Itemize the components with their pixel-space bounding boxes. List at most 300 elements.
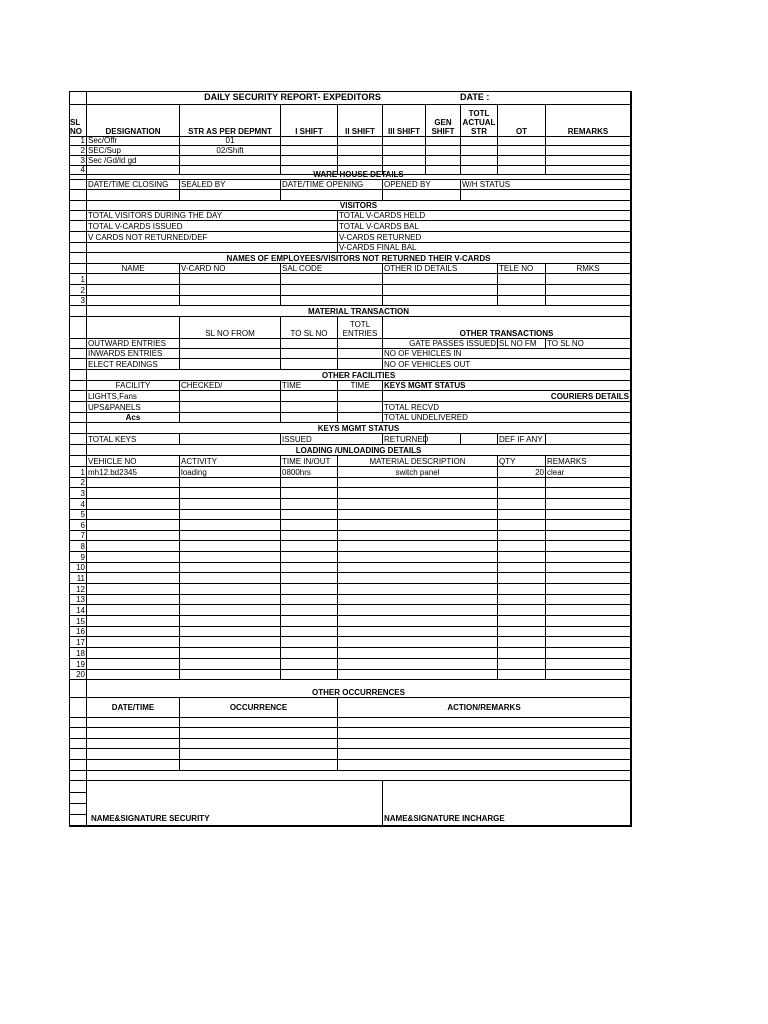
cell [338,349,383,359]
ld-remarks: clear [546,467,631,478]
cell [180,349,281,359]
ld-vehicle [87,499,180,510]
visitors-right-label: V-CARDS RETURNED [338,232,631,243]
mt-other-transactions: OTHER TRANSACTIONS [383,317,631,339]
cell [426,434,461,445]
sl-cell [69,402,87,413]
ld-qty [498,510,546,520]
sl-cell [69,391,87,402]
cell [338,728,631,739]
cell [461,166,498,175]
keys-heading: KEYS MGMT STATUS [87,423,631,434]
remarks-header: REMARKS [546,105,631,137]
cell [383,274,498,285]
ld-material [338,637,498,648]
cell [281,156,338,166]
cell [383,146,426,156]
cell [87,728,180,739]
ld-vehicle [87,573,180,584]
cell [546,274,631,285]
sl-cell [69,456,87,467]
ld-material [338,520,498,531]
cell [180,728,338,739]
cell [546,146,631,156]
not-returned-heading: NAMES OF EMPLOYEES/VISITORS NOT RETURNED THEIR V-CARDS [87,253,631,264]
date-label: DATE : [459,91,559,105]
ld-remarks [546,648,631,659]
cell [338,739,631,749]
visitors-left-label: TOTAL VISITORS DURING THE DAY [87,211,338,221]
sl-cell [69,232,87,243]
ld-row-number: 1 [69,467,87,478]
ld-remarks [546,563,631,573]
staff-str [180,156,281,166]
cell [87,274,180,285]
staff-designation: SEC/Sup [87,146,180,156]
ld-remarks [546,499,631,510]
loading-heading: LOADING /UNLOADING DETAILS [87,445,631,456]
staff-row-number: 4 [69,166,87,175]
fac-ups: UPS&PANELS [87,402,180,413]
ld-remarks [546,595,631,605]
ii-shift-header: II SHIFT [338,105,383,137]
ld-vehicle [87,563,180,573]
ld-row-number: 13 [69,595,87,605]
cell [498,137,546,146]
sl-cell [69,349,87,359]
ld-vehicle [87,552,180,563]
cell [338,760,631,771]
ld-material [338,541,498,552]
ld-row-number: 20 [69,670,87,680]
wh-opened-by: OPENED BY [383,180,461,190]
cell [338,749,631,760]
cell [546,296,631,306]
ld-material [338,510,498,520]
col-tele: TELE NO [498,264,546,274]
ld-time [281,552,338,563]
ld-remarks [546,584,631,595]
cell [87,190,180,201]
ld-material [338,499,498,510]
sl-cell [69,771,87,781]
sl-cell [69,739,87,749]
cell [281,190,383,201]
ld-time [281,488,338,499]
ld-remarks [546,627,631,637]
ld-vehicle [87,605,180,616]
designation-header: DESIGNATION [87,105,180,137]
sl-cell [69,749,87,760]
cell [281,359,338,370]
col-name: NAME [87,264,180,274]
material-heading: MATERIAL TRANSACTION [87,306,631,317]
cell [180,339,281,349]
sl-cell [69,306,87,317]
cell [87,296,180,306]
cell [338,391,383,402]
sl-cell [69,221,87,232]
ld-qty [498,541,546,552]
cell [383,156,426,166]
ld-row-number: 4 [69,499,87,510]
ld-time [281,520,338,531]
ld-material [338,478,498,488]
cell [180,391,281,402]
sl-cell [69,317,87,339]
mt-totl-entries: TOTL ENTRIES [338,317,383,339]
keys-total: TOTAL KEYS [87,434,180,445]
ld-vehicle [87,531,180,541]
cell [281,349,338,359]
ld-qty [498,531,546,541]
report-title: DAILY SECURITY REPORT- EXPEDITORS [87,91,498,105]
ld-vehicle [87,510,180,520]
facilities-heading: OTHER FACILITIES [87,370,631,381]
cell [498,166,546,175]
fac-total-recvd: TOTAL RECVD [383,402,631,413]
ld-row-number: 10 [69,563,87,573]
ld-material [338,531,498,541]
visitors-left-label: V CARDS NOT RETURNED/DEF [87,232,338,243]
cell [383,190,461,201]
ld-time [281,478,338,488]
cell [281,402,338,413]
cell [180,402,281,413]
ld-qty [498,573,546,584]
i-shift-header: I SHIFT [281,105,338,137]
ld-vehicle [87,659,180,670]
cell [498,274,546,285]
cell [338,413,383,423]
ld-remarks [546,541,631,552]
ld-vehicle [87,627,180,637]
ld-vehicle [87,648,180,659]
ld-activity [180,573,281,584]
ld-qty [498,648,546,659]
totl-actual-header: TOTL ACTUAL STR [461,105,498,137]
cell [180,359,281,370]
cell [338,718,631,728]
ld-activity: loading [180,467,281,478]
cell [426,146,461,156]
ld-vehicle [87,670,180,680]
ld-activity [180,552,281,563]
staff-row-number: 1 [69,137,87,146]
occurrences-heading: OTHER OCCURRENCES [87,680,631,698]
sl-cell [69,434,87,445]
occ-occurrence: OCCURRENCE [180,698,338,718]
ld-qty [498,605,546,616]
ld-qty [498,616,546,627]
staff-row-number: 3 [69,156,87,166]
mt-vehicles-in: NO OF VEHICLES IN [383,349,631,359]
ld-time [281,573,338,584]
ld-qty [498,520,546,531]
sl-cell [69,815,87,826]
cell [338,137,383,146]
ld-row-number: 5 [69,510,87,520]
cell [87,285,180,296]
warehouse-heading: WARE HOUSE DETAILS [87,175,631,180]
mt-left-label: ELECT READINGS [87,359,180,370]
ld-activity [180,595,281,605]
ld-row-number: 6 [69,520,87,531]
ld-material [338,627,498,637]
staff-designation: Sec/Offr [87,137,180,146]
fac-acs: Acs [87,413,180,423]
sl-cell [69,190,87,201]
col-sal-code: SAL CODE [281,264,383,274]
keys-issued: ISSUED [281,434,383,445]
cell [180,413,281,423]
ld-material [338,670,498,680]
fac-time-2: TIME [338,381,383,391]
staff-designation [87,166,180,175]
fac-checked: CHECKED/ [180,381,281,391]
wh-sealed-by: SEALED BY [180,180,281,190]
ld-remarks [546,520,631,531]
ld-activity [180,563,281,573]
ld-time: 0800hrs [281,467,338,478]
ld-time [281,563,338,573]
ld-remarks [546,637,631,648]
ld-remarks [546,510,631,520]
visitors-left-label [87,243,338,253]
cell [87,718,180,728]
cell [461,156,498,166]
cell [180,739,338,749]
cell [498,156,546,166]
ld-activity [180,510,281,520]
ld-activity [180,616,281,627]
mt-left-label: OUTWARD ENTRIES [87,339,180,349]
staff-designation: Sec /Gd/ld gd [87,156,180,166]
ld-qty [498,595,546,605]
visitor-row-number: 3 [69,296,87,306]
staff-str: 01 [180,137,281,146]
ld-activity [180,648,281,659]
cell [383,137,426,146]
cell [546,285,631,296]
cell [461,137,498,146]
cell [338,146,383,156]
ld-qty [498,670,546,680]
fac-facility: FACILITY [87,381,180,391]
ld-qty [498,499,546,510]
ld-col-time: TIME IN/OUT [281,456,338,467]
ld-row-number: 12 [69,584,87,595]
ld-time [281,627,338,637]
ld-time [281,648,338,659]
ld-remarks [546,488,631,499]
ld-time [281,541,338,552]
ld-remarks [546,552,631,563]
cell [180,749,338,760]
ld-time [281,531,338,541]
sl-cell [69,728,87,739]
cell [281,146,338,156]
iii-shift-header: III SHIFT [383,105,426,137]
ld-vehicle [87,478,180,488]
sl-cell [69,423,87,434]
mt-vehicles-out: NO OF VEHICLES OUT [383,359,631,370]
ld-activity [180,541,281,552]
cell [180,285,281,296]
sl-cell [69,339,87,349]
cell [87,739,180,749]
cell [87,771,631,781]
signature-incharge: NAME&SIGNATURE INCHARGE [383,781,631,826]
signature-security: NAME&SIGNATURE SECURITY [87,781,383,826]
ld-remarks [546,616,631,627]
ld-qty [498,637,546,648]
cell [338,339,383,349]
cell [180,296,281,306]
ld-remarks [546,531,631,541]
ld-qty [498,552,546,563]
ld-time [281,637,338,648]
sl-cell [69,781,87,793]
sl-cell [69,264,87,274]
ld-row-number: 11 [69,573,87,584]
sl-cell [69,243,87,253]
wh-status: W/H STATUS [461,180,631,190]
ld-remarks [546,478,631,488]
visitor-row-number: 1 [69,274,87,285]
ld-remarks [546,659,631,670]
ld-row-number: 15 [69,616,87,627]
cell [281,391,338,402]
ld-vehicle [87,520,180,531]
cell [87,317,180,339]
ld-activity [180,520,281,531]
ld-material: switch panel [338,467,498,478]
ld-col-activity: ACTIVITY [180,456,281,467]
sl-cell [69,804,87,815]
ld-material [338,616,498,627]
ld-material [338,563,498,573]
sl-cell [69,718,87,728]
ld-activity [180,605,281,616]
cell [426,137,461,146]
ld-activity [180,670,281,680]
cell [498,146,546,156]
ld-col-vehicle: VEHICLE NO [87,456,180,467]
cell [338,156,383,166]
ld-vehicle [87,595,180,605]
mt-to-sl-no: TO SL NO [546,339,631,349]
ld-qty [498,563,546,573]
cell [498,285,546,296]
ld-row-number: 18 [69,648,87,659]
fac-lights: LIGHTS,Fans [87,391,180,402]
ld-time [281,605,338,616]
sl-cell [69,760,87,771]
ld-time [281,616,338,627]
ld-remarks [546,605,631,616]
cell [546,434,631,445]
fac-couriers: COURIERS DETAILS [383,391,631,402]
cell [338,359,383,370]
cell [426,156,461,166]
cell [426,166,461,175]
mt-sl-from: SL NO FROM [180,317,281,339]
ld-row-number: 3 [69,488,87,499]
ld-material [338,573,498,584]
ld-qty [498,478,546,488]
ld-activity [180,627,281,637]
ld-row-number: 8 [69,541,87,552]
ld-row-number: 19 [69,659,87,670]
ld-row-number: 7 [69,531,87,541]
sl-cell [69,370,87,381]
ld-vehicle [87,616,180,627]
cell [546,137,631,146]
visitors-right-label: TOTAL V-CARDS HELD [338,211,631,221]
mt-left-label: INWARDS ENTRIES [87,349,180,359]
cell [498,296,546,306]
cell [461,146,498,156]
ld-activity [180,531,281,541]
visitors-heading: VISITORS [87,201,631,211]
cell [383,285,498,296]
ld-vehicle [87,541,180,552]
cell [281,274,383,285]
ld-col-material: MATERIAL DESCRIPTION [338,456,498,467]
cell [87,760,180,771]
cell [180,434,281,445]
cell [281,137,338,146]
keys-returned: RETURNED [384,435,429,444]
ld-time [281,670,338,680]
ld-activity [180,488,281,499]
cell [461,190,631,201]
staff-str [180,166,281,175]
staff-str: 02/Shift [180,146,281,156]
staff-row-number: 2 [69,146,87,156]
cell [180,718,338,728]
keys-def: DEF IF ANY [498,434,546,445]
sl-cell [69,211,87,221]
sl-cell [69,445,87,456]
ld-vehicle [87,637,180,648]
ld-vehicle: mh12.bd2345 [87,467,180,478]
ld-col-remarks: REMARKS [546,456,631,467]
ld-material [338,659,498,670]
cell [281,413,338,423]
cell [281,296,383,306]
ld-material [338,605,498,616]
cell [461,434,498,445]
ld-qty [498,659,546,670]
ld-col-qty: QTY [498,456,546,467]
cell [180,190,281,201]
mt-to-sl: TO SL NO [281,317,338,339]
wh-date-closing: DATE/TIME CLOSING [87,180,180,190]
col-vcard: V-CARD NO [180,264,281,274]
ld-qty: 20 [498,467,546,478]
ld-time [281,584,338,595]
ot-header: OT [498,105,546,137]
ld-time [281,595,338,605]
ld-activity [180,499,281,510]
sl-cell [69,381,87,391]
ld-vehicle [87,488,180,499]
ld-row-number: 14 [69,605,87,616]
cell [383,296,498,306]
fac-time-1: TIME [281,381,338,391]
